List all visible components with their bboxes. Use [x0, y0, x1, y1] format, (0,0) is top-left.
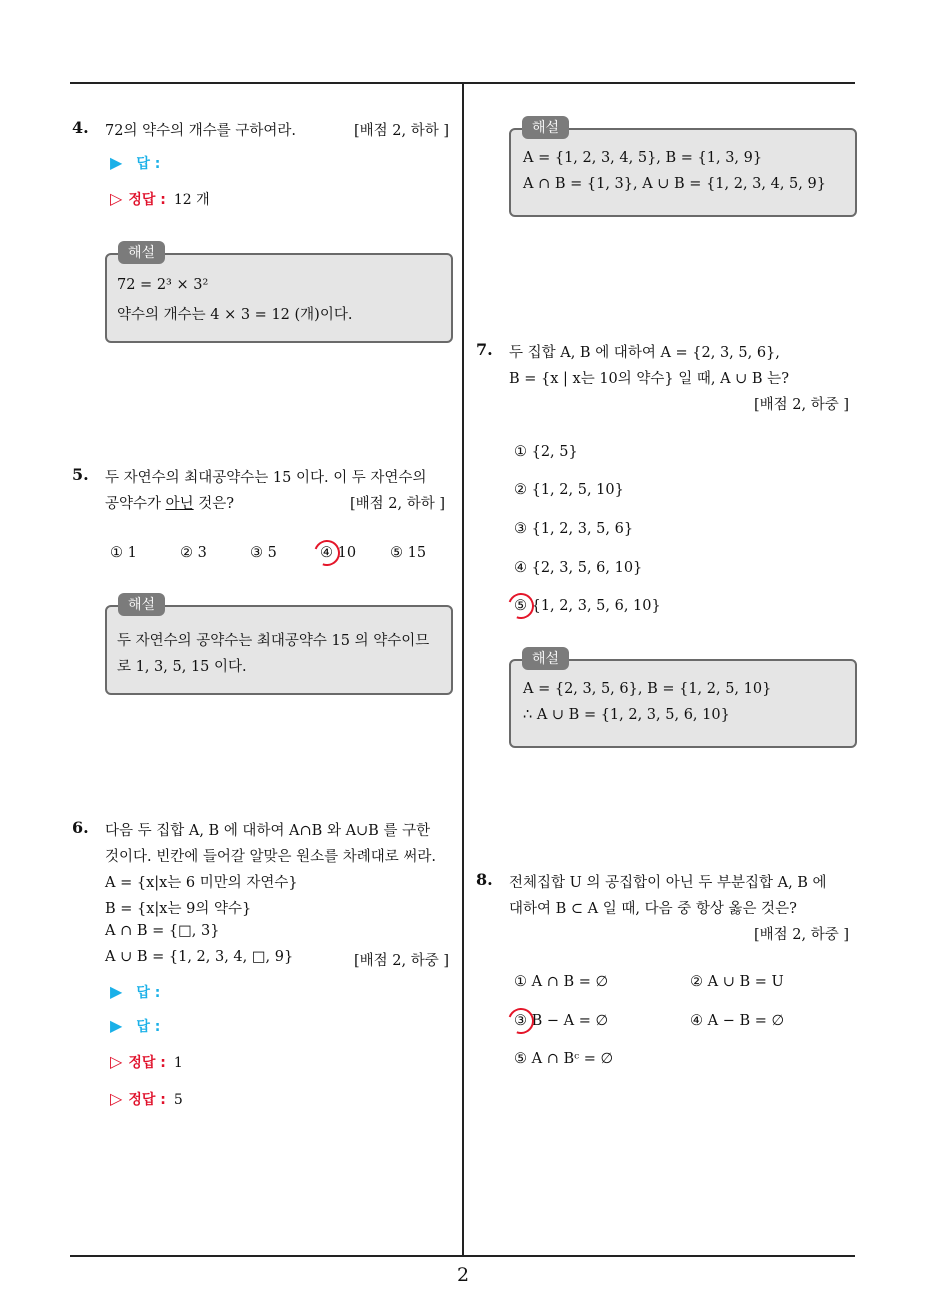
question-text: 대하여 B ⊂ A 일 때, 다음 중 항상 옳은 것은?: [509, 901, 797, 917]
question-text: A = {x|x는 6 미만의 자연수}: [105, 875, 298, 891]
score-meta: [배점 2, 하하 ]: [350, 496, 446, 512]
answer-label: 답 :: [136, 985, 161, 1001]
choice-3[interactable]: ③ 5: [250, 545, 277, 561]
question-text: 두 집합 A, B 에 대하여 A = {2, 3, 5, 6},: [509, 345, 780, 361]
question-text: 전체집합 U 의 공집합이 아닌 두 부분집합 A, B 에: [509, 875, 827, 891]
answer-label: 답 :: [136, 1019, 161, 1035]
explanation-box: [509, 128, 857, 217]
score-meta: [배점 2, 하하 ]: [354, 123, 450, 139]
correct-value: 1: [173, 1055, 183, 1071]
question-text: A ∪ B = {1, 2, 3, 4, □, 9}: [105, 949, 294, 965]
choice-1[interactable]: ① A ∩ B = ∅: [514, 974, 609, 990]
correct-value: 5: [173, 1092, 183, 1108]
correct-answer-row: [110, 1089, 183, 1109]
question-text: 다음 두 집합 A, B 에 대하여 A∩B 와 A∪B 를 구한: [105, 823, 431, 839]
question-number: 8.: [476, 870, 493, 889]
choice-5[interactable]: ⑤ {1, 2, 3, 5, 6, 10}: [514, 598, 661, 614]
explanation-line: 약수의 개수는 4 × 3 = 12 (개)이다.: [117, 307, 353, 323]
question-number: 4.: [72, 118, 89, 137]
correct-answer-row: [110, 1052, 183, 1072]
triangle-outline-icon: ▷: [110, 189, 123, 208]
selection-circle-mark: [504, 589, 539, 624]
answer-label: 답 :: [136, 156, 161, 172]
choice-1[interactable]: ① 1: [110, 545, 137, 561]
explanation-tab: 해설: [118, 593, 165, 616]
answer-row: [110, 153, 160, 173]
choice-2[interactable]: ② 3: [180, 545, 207, 561]
explanation-box: [105, 253, 453, 343]
question-text: 두 자연수의 최대공약수는 15 이다. 이 두 자연수의: [105, 470, 427, 486]
question-text: A ∩ B = {□, 3}: [105, 923, 220, 939]
question-number: 5.: [72, 465, 89, 484]
correct-answer-row: [110, 189, 210, 209]
choice-4[interactable]: ④ A − B = ∅: [690, 1013, 785, 1029]
choice-4[interactable]: ④ {2, 3, 5, 6, 10}: [514, 560, 643, 576]
explanation-line: 두 자연수의 공약수는 최대공약수 15 의 약수이므: [117, 633, 430, 649]
choice-2[interactable]: ② {1, 2, 5, 10}: [514, 482, 624, 498]
triangle-outline-icon: ▷: [110, 1089, 123, 1108]
question-text: 72의 약수의 개수를 구하여라.: [105, 123, 296, 139]
triangle-outline-icon: ▷: [110, 1052, 123, 1071]
correct-label: 정답 :: [128, 1092, 166, 1108]
explanation-tab: 해설: [522, 647, 569, 670]
question-number: 6.: [72, 818, 89, 837]
explanation-line: A = {1, 2, 3, 4, 5}, B = {1, 3, 9}: [523, 150, 763, 166]
answer-row: [110, 1016, 160, 1036]
choice-3[interactable]: ③ B − A = ∅: [514, 1013, 609, 1029]
question-number: 7.: [476, 340, 493, 359]
score-meta: [배점 2, 하중 ]: [754, 397, 850, 413]
choice-3[interactable]: ③ {1, 2, 3, 5, 6}: [514, 521, 634, 537]
question-text: B = {x | x는 10의 약수} 일 때, A ∪ B 는?: [509, 371, 789, 387]
explanation-line: A = {2, 3, 5, 6}, B = {1, 2, 5, 10}: [523, 681, 772, 697]
page-number: 2: [456, 1264, 470, 1286]
explanation-line: A ∩ B = {1, 3}, A ∪ B = {1, 2, 3, 4, 5, 9}: [523, 176, 826, 192]
correct-label: 정답 :: [128, 192, 166, 208]
explanation-box: [105, 605, 453, 695]
correct-value: 12 개: [173, 192, 210, 208]
play-icon: ▶: [110, 1016, 123, 1035]
question-text: 것이다. 빈칸에 들어갈 알맞은 원소를 차례대로 써라.: [105, 849, 437, 865]
correct-label: 정답 :: [128, 1055, 166, 1071]
explanation-line: 72 = 2³ × 3²: [117, 277, 209, 293]
question-text: 공약수가 아닌 것은?: [105, 496, 235, 512]
play-icon: ▶: [110, 153, 123, 172]
answer-row: [110, 982, 160, 1002]
score-meta: [배점 2, 하중 ]: [354, 953, 450, 969]
choice-5[interactable]: ⑤ 15: [390, 545, 427, 561]
explanation-tab: 해설: [522, 116, 569, 139]
question-text: B = {x|x는 9의 약수}: [105, 901, 252, 917]
choice-5[interactable]: ⑤ A ∩ Bᶜ = ∅: [514, 1051, 614, 1067]
explanation-box: [509, 659, 857, 748]
explanation-line: ∴ A ∪ B = {1, 2, 3, 5, 6, 10}: [523, 707, 730, 723]
explanation-tab: 해설: [118, 241, 165, 264]
explanation-line: 로 1, 3, 5, 15 이다.: [117, 659, 247, 675]
selection-circle-mark: [310, 536, 345, 571]
column-divider: [462, 82, 464, 1257]
play-icon: ▶: [110, 982, 123, 1001]
score-meta: [배점 2, 하중 ]: [754, 927, 850, 943]
choice-2[interactable]: ② A ∪ B = U: [690, 974, 784, 990]
choice-1[interactable]: ① {2, 5}: [514, 444, 578, 460]
bottom-rule: [70, 1255, 855, 1257]
choice-4[interactable]: ④ 10: [320, 545, 357, 561]
selection-circle-mark: [504, 1004, 539, 1039]
